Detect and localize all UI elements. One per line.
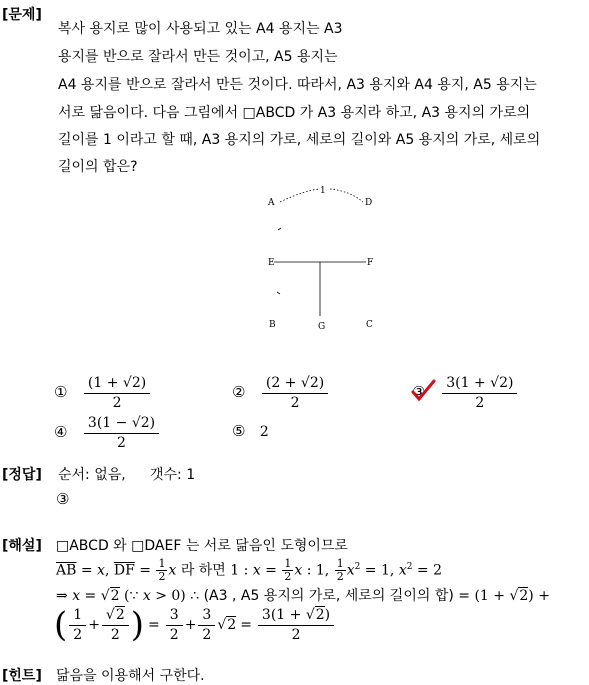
choice-2-fraction <box>262 374 328 412</box>
segment-ab: $\overline{AB}$ <box>56 562 77 579</box>
tick-lower <box>277 292 280 294</box>
choice-5-value: 2 <box>259 424 269 440</box>
choice-1-denominator: 2 <box>112 395 122 411</box>
label-c: C <box>366 320 373 330</box>
choice-2[interactable] <box>232 374 330 412</box>
problem-line-4: 서로 닮음이다. 다음 그림에서 □ABCD 가 A3 용지라 하고, A3 용지의 가로의 <box>58 105 531 121</box>
choice-3-denominator: 2 <box>475 395 485 411</box>
choice-3-numerator: 3(1 + √2) <box>442 374 517 394</box>
label-d: D <box>365 198 373 208</box>
choice-1-numerator: (1 + √2) <box>84 374 150 394</box>
hint-tag: [힌트] <box>2 668 42 684</box>
solution-line-4: ( $\frac{1}{2}$ + $\frac{√2}{2}$ ) = $\frac{3}{2}$ + $\frac{3}{2}$ √2 = $\frac{3(1 + √2)}{2}$ <box>54 606 336 644</box>
solution-line-2-text: 라 하면 <box>180 562 226 579</box>
choice-3-mark: ③ <box>412 383 430 401</box>
choice-4-fraction <box>84 414 159 452</box>
choice-4-mark: ④ <box>54 423 68 441</box>
frac-half: $\frac{1}{2}$ <box>158 557 166 584</box>
choice-3-fraction <box>442 374 517 412</box>
problem-line-6: 길이의 합은? <box>58 159 138 175</box>
label-b: B <box>269 320 276 330</box>
choice-4-denominator: 2 <box>117 435 126 451</box>
hint-text: 닮음을 이용해서 구한다. <box>56 668 205 684</box>
tick-upper <box>278 228 281 230</box>
choice-5-mark: ⑤ <box>232 422 246 440</box>
top-left-arc <box>280 189 320 202</box>
answer-order: 순서: 없음, <box>58 467 126 483</box>
problem-line-3: A4 용지를 반으로 잘라서 만든 것이다. 따라서, A3 용지와 A4 용지, A5 용지는 <box>58 77 537 93</box>
answer-count: 갯수: 1 <box>150 467 196 483</box>
problem-tag: [문제] <box>2 7 42 23</box>
choice-5[interactable] <box>232 422 269 440</box>
implies-symbol: ⇒ <box>56 588 68 604</box>
problem-line-5: 길이를 1 이라고 할 때, A3 용지의 가로, 세로의 길이와 A5 용지의 가로, 세로의 <box>58 132 541 148</box>
solution-line-3-text: (A3 , A5 용지의 가로, 세로의 길이의 합) <box>203 588 454 604</box>
label-f: F <box>367 258 374 268</box>
problem-line-1: 복사 용지로 많이 사용되고 있는 A4 용지는 A3 <box>58 21 343 37</box>
choice-1[interactable] <box>54 374 152 412</box>
paper-figure <box>260 182 390 332</box>
solution-line-3: ⇒ x = √2 (∵ x > 0) ∴ (A3 , A5 용지의 가로, 세로의 길이의 합) = (1 + √2) + <box>56 588 550 604</box>
choice-1-mark: ① <box>54 383 68 401</box>
label-one: 1 <box>320 186 326 196</box>
label-a: A <box>268 198 275 208</box>
choice-2-mark: ② <box>232 383 246 401</box>
answer-value: ③ <box>56 490 70 508</box>
answer-tag: [정답] <box>2 467 42 483</box>
choice-4[interactable] <box>54 414 161 452</box>
label-e: E <box>268 258 275 268</box>
solution-tag: [해설] <box>2 538 42 554</box>
choice-4-numerator: 3(1 − √2) <box>84 414 159 434</box>
solution-line-2: $\overline{AB} = x$, $\overline{DF}$ = $\frac{1}{2}$ x 라 하면 1 : x = $\frac{1}{2}$ x : 1, $\frac{1}{2}$ $x^2 = 1$, $x^2 = 2$ <box>56 557 442 584</box>
problem-line-2: 용지를 반으로 잘라서 만든 것이고, A5 용지는 <box>58 49 338 65</box>
choice-1-fraction <box>84 374 150 412</box>
choice-3[interactable] <box>412 374 519 412</box>
top-right-arc <box>330 189 363 202</box>
choice-2-numerator: (2 + √2) <box>262 374 328 394</box>
label-g: G <box>318 322 326 332</box>
choice-2-denominator: 2 <box>290 395 300 411</box>
segment-df: $\overline{DF}$ <box>113 562 135 579</box>
solution-line-1: □ABCD 와 □DAEF 는 서로 닮음인 도형이므로 <box>56 538 348 554</box>
checkmark-icon <box>410 379 436 403</box>
